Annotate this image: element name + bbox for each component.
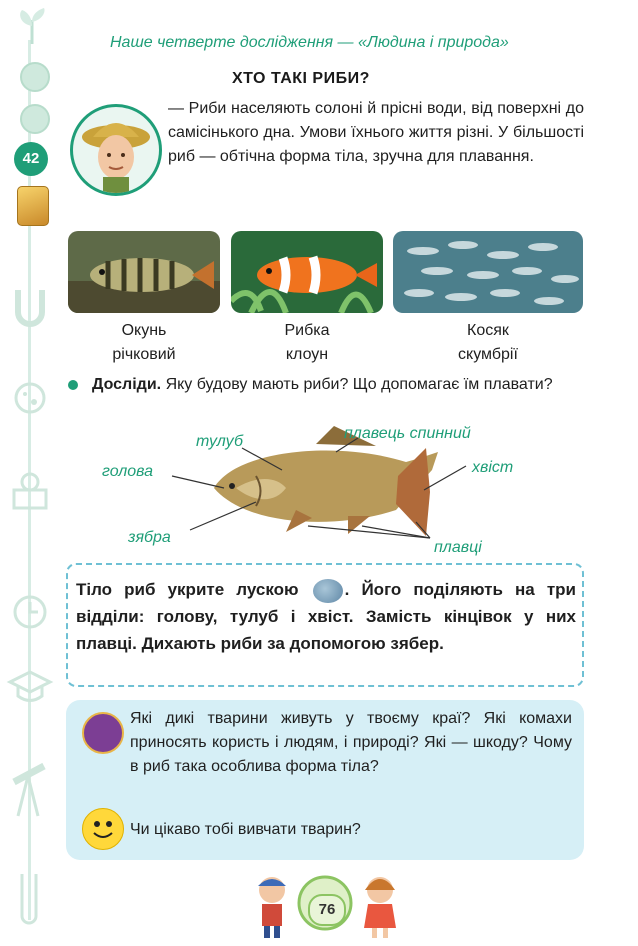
- boy-character: [252, 872, 292, 938]
- label-body: тулуб: [196, 433, 243, 450]
- label-tail: хвіст: [472, 459, 514, 476]
- page-number: 76: [308, 894, 346, 926]
- planet-icon: [10, 378, 50, 418]
- task-text: Яку будову мають риби? Що допомагає їм плавати?: [165, 376, 553, 393]
- clock-icon: [10, 592, 50, 632]
- label-gills: зябра: [128, 529, 171, 546]
- caption-clownfish: Рибка клоун: [284, 322, 330, 363]
- question-icon: [82, 712, 124, 754]
- book-icon: [17, 186, 49, 226]
- fish-anatomy-diagram: [86, 418, 616, 558]
- caption-mackerel: Косяк скумбрії: [458, 322, 518, 363]
- graduation-cap-icon: [6, 668, 54, 704]
- research-task: [92, 373, 586, 397]
- page-title: ХТО ТАКІ РИБИ?: [232, 70, 370, 87]
- explorer-avatar: [70, 104, 162, 196]
- apple-icon: [10, 468, 50, 512]
- plant-icon: [14, 6, 50, 46]
- clownfish-photo: [231, 231, 383, 313]
- test-tube-icon: [14, 870, 44, 930]
- intro-paragraph: — Риби населяють солоні й прісні води, від поверхні до самісінького дна. Умови їхнього життя різні. У більшості риб — обтічна форма тіла, зручна для плавання.: [168, 100, 584, 165]
- progress-dot: [20, 104, 50, 134]
- lesson-number-badge: 42: [14, 142, 48, 176]
- label-head: голова: [102, 463, 154, 480]
- fish-scale-icon: [313, 579, 343, 603]
- rule-text: [76, 576, 576, 657]
- caption-perch: Окунь річковий: [112, 322, 176, 363]
- section-header: Наше четверте дослідження — «Людина і природа»: [110, 34, 509, 51]
- task-label: Досліди.: [92, 376, 162, 393]
- magnet-icon: [12, 282, 48, 332]
- perch-photo: [68, 231, 220, 313]
- mackerel-shoal-photo: [393, 231, 583, 313]
- smiley-icon: [82, 808, 124, 850]
- rule-part-1: Тіло риб укрите лускою: [76, 580, 299, 599]
- questions-text: Які дикі тварини живуть у твоєму краї? Які комахи приносять користь і людям, і природі? Які — шкоду? Чому в риб така особлива форма тіла?: [130, 710, 572, 775]
- reflection-question: Чи цікаво тобі вивчати тварин?: [130, 821, 361, 838]
- fish-drawing: [214, 426, 438, 536]
- progress-dot: [20, 62, 50, 92]
- rule-part-2: . Його поділяють на три відділи: голову, тулуб і хвіст. Замість кінцівок у них плавці. Дихають риби за допомогою зябер.: [76, 580, 577, 653]
- label-fins: плавці: [434, 539, 482, 556]
- telescope-icon: [8, 760, 52, 820]
- label-dorsal-fin: плавець спинний: [344, 425, 471, 442]
- girl-character: [360, 872, 400, 938]
- bullet-point: [68, 380, 78, 390]
